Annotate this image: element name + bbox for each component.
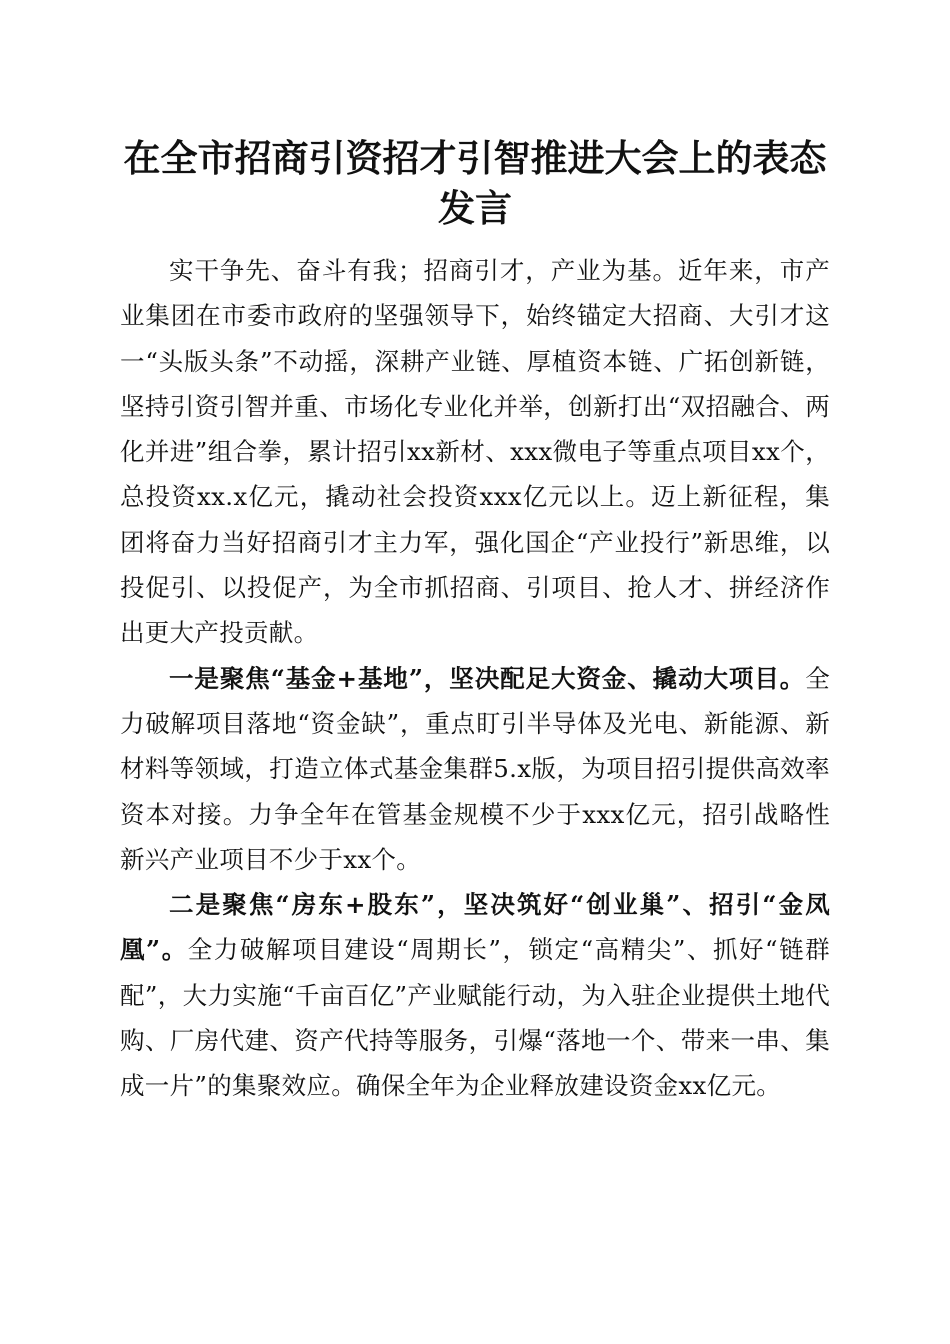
point-lead-2: 二是聚焦“房东+股东”，坚决筑好“创业巢”、招引“金凤凰”。 [120,890,830,965]
point-lead-1: 一是聚焦“基金+基地”，坚决配足大资金、撬动大项目。 [169,663,806,693]
intro-paragraph: 实干争先、奋斗有我；招商引才，产业为基。近年来，市产业集团在市委市政府的坚强领导下，始终锚定大招商、大引才这一“头版头条”不动摇，深耕产业链、厚植资本链、广拓创新链，坚持引资引智并重、市场化专业化并举，创新打出“双招融合、两化并进”组合拳，累计招引xx新材、xxx微电子等重点项目xx个，总投资xx.x亿元，撬动社会投资xxx亿元以上。迈上新征程，集团将奋力当好招商引才主力军，强化国企“产业投行”新思维，以投促引、以投促产，为全市抓招商、引项目、抢人才、拼经济作出更大产投贡献。 [120,256,830,648]
document-title: 在全市招商引资招才引智推进大会上的表态发言 [123,136,827,230]
document-body [120,248,830,1109]
point-paragraph-2 [120,882,830,1108]
point-text-1: 全力破解项目落地“资金缺”，重点盯引半导体及光电、新能源、新材料等领域，打造立体式基金集群5.x版，为项目招引提供高效率资本对接。力争全年在管基金规模不少于xxx亿元，招引战略性新兴产业项目不少于xx个。 [120,663,830,874]
point-paragraph-1 [120,656,830,882]
point-text-2: 全力破解项目建设“周期长”，锁定“高精尖”、抓好“链群配”，大力实施“千亩百亿”产业赋能行动，为入驻企业提供土地代购、厂房代建、资产代持等服务，引爆“落地一个、带来一串、集成一片”的集聚效应。确保全年为企业释放建设资金xx亿元。 [120,935,830,1101]
